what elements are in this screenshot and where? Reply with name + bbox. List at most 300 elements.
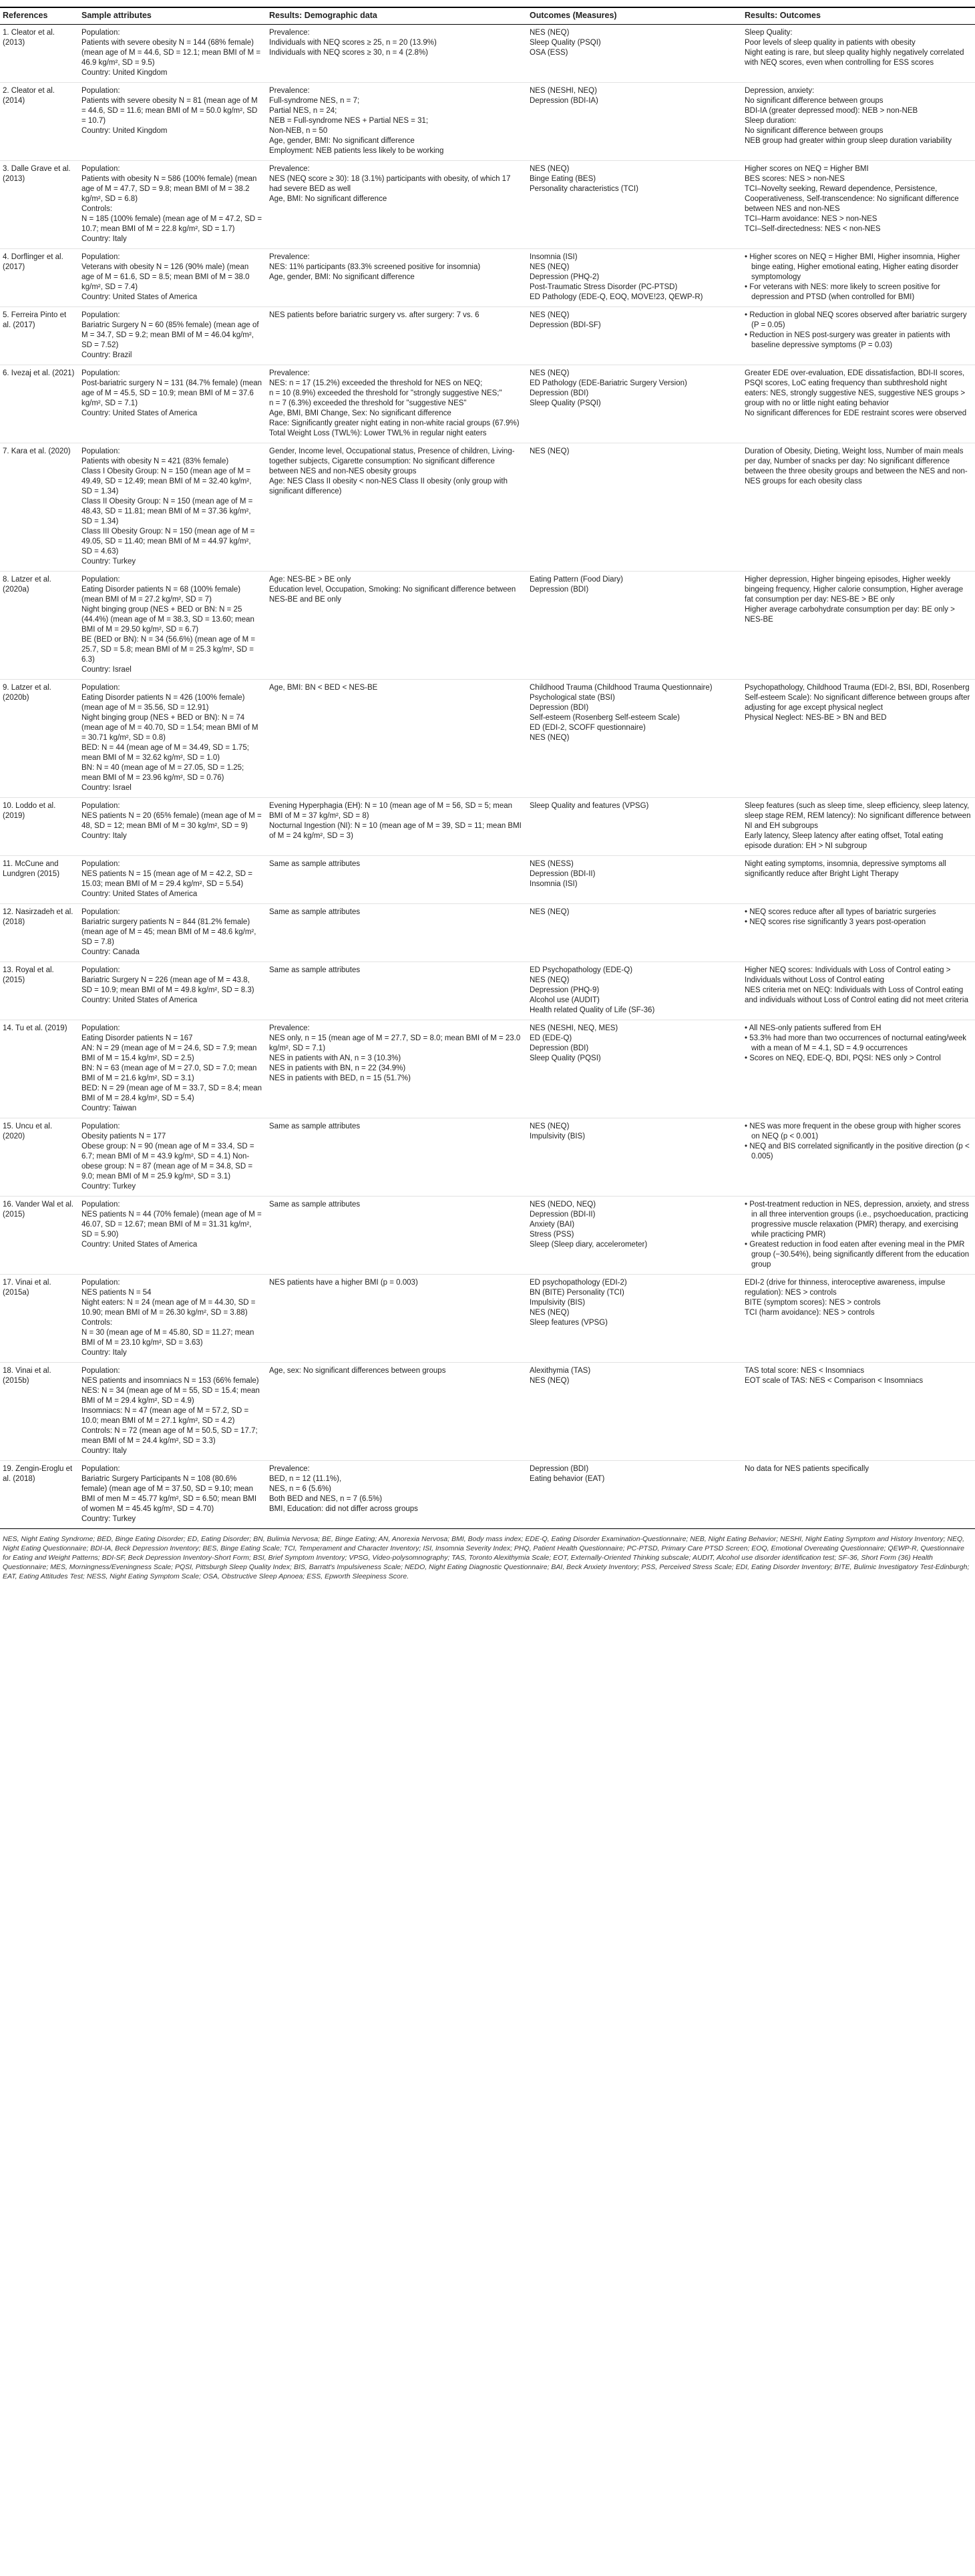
demographic-results-cell	[266, 798, 527, 856]
cell-line: NES: 11% participants (83.3% screened positive for insomnia)	[269, 263, 481, 271]
outcome-results-cell	[742, 1461, 975, 1529]
cell-line: TCI (harm avoidance): NES > controls	[745, 1309, 875, 1317]
cell-line: Patients with obesity N = 421 (83% female)	[81, 457, 229, 465]
cell-line: Anxiety (BAI)	[530, 1221, 575, 1229]
cell-line: Sleep Quality (PQSI)	[530, 1054, 601, 1062]
cell-line: n = 7 (6.3%) exceeded the threshold for "suggestive NES"	[269, 399, 467, 407]
cell-line: ED (EDE-Q)	[530, 1034, 572, 1042]
cell-line: Age, BMI, BMI Change, Sex: No significant difference	[269, 409, 451, 417]
demographic-results-cell	[266, 161, 527, 249]
sample-attributes-cell	[79, 307, 266, 365]
table-row	[0, 680, 975, 798]
cell-line: Psychopathology, Childhood Trauma (EDI-2, BSI, BDI, Rosenberg Self-esteem Scale): No significant difference between groups after adjusting for age except physical neglect	[745, 684, 970, 712]
cell-line: NES patients N = 20 (65% female) (mean age of M = 48, SD = 12; mean BMI of M = 30 kg/m², SD = 9)	[81, 812, 262, 830]
cell-line: Sleep Quality (PSQI)	[530, 39, 601, 47]
cell-line: Controls:	[81, 205, 113, 213]
cell-line: ED psychopathology (EDI-2)	[530, 1279, 627, 1287]
demographic-results-cell	[266, 962, 527, 1020]
sample-attributes-cell	[79, 83, 266, 161]
sample-attributes-cell	[79, 1461, 266, 1529]
table-row	[0, 365, 975, 443]
reference-cell: 13. Royal et al. (2015)	[0, 962, 79, 1020]
table-row	[0, 962, 975, 1020]
outcome-results-cell	[742, 443, 975, 572]
cell-line: Age, sex: No significant differences between groups	[269, 1367, 446, 1375]
sample-attributes-cell	[79, 249, 266, 307]
outcome-measures-cell	[527, 1118, 742, 1197]
sample-attributes-cell	[79, 904, 266, 962]
cell-line: TCI–Novelty seeking, Reward dependence, Persistence, Cooperativeness, Self-transcendence: No significant difference between NES and non-NES	[745, 185, 959, 213]
cell-line: Binge Eating (BES)	[530, 175, 596, 183]
outcome-measures-cell	[527, 443, 742, 572]
cell-line: Depression (BDI)	[530, 1465, 589, 1473]
demographic-results-cell	[266, 1197, 527, 1275]
cell-line: Age: NES-BE > BE only	[269, 576, 351, 584]
header-references: References	[0, 7, 79, 25]
cell-line: Individuals with NEQ scores ≥ 25, n = 20 (13.9%)	[269, 39, 437, 47]
cell-line: Population:	[81, 802, 120, 810]
demographic-results-cell	[266, 307, 527, 365]
demographic-results-cell	[266, 25, 527, 83]
cell-line: Night eaters: N = 24 (mean age of M = 44.30, SD = 10.90; mean BMI of M = 26.30 kg/m², SD = 3.88)	[81, 1299, 256, 1317]
cell-line: Same as sample attributes	[269, 1201, 361, 1209]
table-body	[0, 25, 975, 1529]
cell-line: NEB = Full-syndrome NES + Partial NES = 31;	[269, 117, 429, 125]
cell-line: TCI–Self-directedness: NES < non-NES	[745, 225, 881, 233]
outcome-measures-cell	[527, 83, 742, 161]
outcome-results-cell	[742, 83, 975, 161]
cell-line: NES (NEQ)	[530, 165, 570, 173]
cell-line: NES (NEQ)	[530, 1122, 570, 1130]
reference-cell: 10. Loddo et al. (2019)	[0, 798, 79, 856]
cell-line: Controls: N = 72 (mean age of M = 50.5, SD = 17.7; mean BMI of M = 24.4 kg/m², SD = 3.3)	[81, 1427, 258, 1445]
reference-cell: 12. Nasirzadeh et al. (2018)	[0, 904, 79, 962]
cell-line: Insomnia (ISI)	[530, 253, 578, 261]
cell-line: Population:	[81, 684, 120, 692]
cell-line: Prevalence:	[269, 29, 310, 37]
bullet-item: • Reduction in NES post-surgery was greater in patients with baseline depressive symptoms (P = 0.03)	[745, 331, 950, 349]
cell-line: n = 10 (8.9%) exceeded the threshold for "strongly suggestive NES;"	[269, 389, 502, 397]
outcome-measures-cell	[527, 365, 742, 443]
cell-line: NES (NEQ)	[530, 311, 570, 319]
header-outcome-measures: Outcomes (Measures)	[527, 7, 742, 25]
cell-line: BDI-IA (greater depressed mood): NEB > non-NEB	[745, 107, 918, 115]
cell-line: Both BED and NES, n = 7 (6.5%)	[269, 1495, 383, 1503]
cell-line: Sleep Quality (PSQI)	[530, 399, 601, 407]
cell-line: NES in patients with AN, n = 3 (10.3%)	[269, 1054, 401, 1062]
outcome-results-cell	[742, 572, 975, 680]
cell-line: Depression, anxiety:	[745, 87, 815, 95]
cell-line: BE (BED or BN): N = 34 (56.6%) (mean age of M = 25.7, SD = 5.8; mean BMI of M = 25.3 kg/m², SD = 6.3)	[81, 636, 256, 664]
cell-line: Depression (BDI)	[530, 1044, 589, 1052]
outcome-results-cell	[742, 680, 975, 798]
cell-line: Population:	[81, 576, 120, 584]
cell-line: Country: Italy	[81, 832, 127, 840]
reference-cell: 8. Latzer et al. (2020a)	[0, 572, 79, 680]
reference-cell: 1. Cleator et al. (2013)	[0, 25, 79, 83]
cell-line: Bariatric Surgery N = 60 (85% female) (mean age of M = 34.7, SD = 9.2; mean BMI of M = 46.04 kg/m², SD = 7.52)	[81, 321, 259, 349]
cell-line: No data for NES patients specifically	[745, 1465, 869, 1473]
cell-line: Sleep features (VPSG)	[530, 1319, 608, 1327]
cell-line: Eating Disorder patients N = 68 (100% female) (mean BMI of M = 27.2 kg/m², SD = 7)	[81, 586, 241, 604]
outcome-measures-cell	[527, 25, 742, 83]
cell-line: Country: Turkey	[81, 558, 136, 566]
cell-line: TCI–Harm avoidance: NES > non-NES	[745, 215, 878, 223]
cell-line: Class III Obesity Group: N = 150 (mean age of M = 49.05, SD = 11.40; mean BMI of M = 44.97 kg/m², SD = 4.63)	[81, 527, 255, 556]
outcome-measures-cell	[527, 856, 742, 904]
outcome-measures-cell	[527, 1197, 742, 1275]
cell-line: Eating behavior (EAT)	[530, 1475, 605, 1483]
demographic-results-cell	[266, 680, 527, 798]
cell-line: Post-Traumatic Stress Disorder (PC-PTSD)	[530, 283, 678, 291]
cell-line: NES in patients with BN, n = 22 (34.9%)	[269, 1064, 406, 1072]
sample-attributes-cell	[79, 856, 266, 904]
cell-line: Bariatric Surgery N = 226 (mean age of M = 43.8, SD = 10.9; mean BMI of M = 49.8 kg/m², SD = 8.3)	[81, 976, 254, 994]
bullet-item: • Reduction in global NEQ scores observed after bariatric surgery (P = 0.05)	[745, 311, 967, 329]
outcome-measures-cell	[527, 161, 742, 249]
cell-line: NES (NEQ)	[530, 908, 570, 916]
cell-line: No significant differences for EDE restraint scores were observed	[745, 409, 967, 417]
cell-line: Depression (BDI)	[530, 586, 589, 594]
bullet-item: • NEQ scores rise significantly 3 years post-operation	[745, 918, 926, 926]
cell-line: Childhood Trauma (Childhood Trauma Questionnaire)	[530, 684, 713, 692]
cell-line: Health related Quality of Life (SF-36)	[530, 1006, 655, 1014]
cell-line: Night binging group (NES + BED or BN): N = 74	[81, 714, 245, 722]
cell-line: Nocturnal Ingestion (NI): N = 10 (mean age of M = 39, SD = 11; mean BMI of M = 24 kg/m², SD = 3)	[269, 822, 522, 840]
cell-line: Population:	[81, 966, 120, 974]
cell-line: Impulsivity (BIS)	[530, 1299, 586, 1307]
reference-cell: 18. Vinai et al. (2015b)	[0, 1363, 79, 1461]
table-row	[0, 1118, 975, 1197]
sample-attributes-cell	[79, 962, 266, 1020]
cell-line: Sleep duration:	[745, 117, 797, 125]
cell-line: Country: United States of America	[81, 996, 198, 1004]
cell-line: Total Weight Loss (TWL%): Lower TWL% in regular night eaters	[269, 429, 487, 437]
cell-line: NES (NEQ)	[530, 1377, 570, 1385]
outcome-measures-cell	[527, 307, 742, 365]
outcome-measures-cell	[527, 1020, 742, 1118]
outcome-results-cell	[742, 1020, 975, 1118]
cell-line: NES patients and insomniacs N = 153 (66% female) NES: N = 34 (mean age of M = 55, SD = 15.4; mean BMI of M = 29.4 kg/m², SD = 4.9)	[81, 1377, 260, 1405]
cell-line: Insomnia (ISI)	[530, 880, 578, 888]
cell-line: BN: N = 40 (mean age of M = 27.05, SD = 1.25; mean BMI of M = 23.96 kg/m², SD = 0.76)	[81, 764, 244, 782]
outcome-measures-cell	[527, 1363, 742, 1461]
outcome-measures-cell	[527, 904, 742, 962]
bullet-item: • Scores on NEQ, EDE-Q, BDI, PQSI: NES only > Control	[745, 1054, 941, 1062]
cell-line: (mean age of M = 40.70, SD = 1.54; mean BMI of M = 30.71 kg/m², SD = 0.8)	[81, 724, 258, 742]
cell-line: Population:	[81, 1367, 120, 1375]
reference-cell: 15. Uncu et al. (2020)	[0, 1118, 79, 1197]
sample-attributes-cell	[79, 1275, 266, 1363]
cell-line: NES patients have a higher BMI (p = 0.003)	[269, 1279, 418, 1287]
demographic-results-cell	[266, 1275, 527, 1363]
cell-line: EOT scale of TAS: NES < Comparison < Insomniacs	[745, 1377, 924, 1385]
table-row	[0, 83, 975, 161]
outcome-measures-cell	[527, 572, 742, 680]
cell-line: AN: N = 29 (mean age of M = 24.6, SD = 7.9; mean BMI of M = 15.4 kg/m², SD = 2.5)	[81, 1044, 257, 1062]
table-row	[0, 856, 975, 904]
cell-line: Higher depression, Higher bingeing episodes, Higher weekly bingeing frequency, Higher calorie consumption, Higher average fat consumption per day: NES-BE > BE only	[745, 576, 964, 604]
cell-line: Country: Israel	[81, 666, 132, 674]
reference-cell: 5. Ferreira Pinto et al. (2017)	[0, 307, 79, 365]
header-row	[0, 7, 975, 25]
bullet-item: • Higher scores on NEQ = Higher BMI, Higher insomnia, Higher binge eating, Higher emotional eating, Higher eating disorder symptomology	[745, 253, 960, 281]
cell-line: Physical Neglect: NES-BE > BN and BED	[745, 714, 887, 722]
outcome-results-cell	[742, 1275, 975, 1363]
cell-line: NES, n = 6 (5.6%)	[269, 1485, 331, 1493]
cell-line: NES in patients with BED, n = 15 (51.7%)	[269, 1074, 411, 1082]
outcome-results-cell	[742, 365, 975, 443]
cell-line: Eating Pattern (Food Diary)	[530, 576, 623, 584]
cell-line: Higher scores on NEQ = Higher BMI	[745, 165, 869, 173]
cell-line: Veterans with obesity N = 126 (90% male) (mean age of M = 61.6, SD = 8.5; mean BMI of M = 38.0 kg/m², SD = 7.4)	[81, 263, 250, 291]
cell-line: Alcohol use (AUDIT)	[530, 996, 600, 1004]
demographic-results-cell	[266, 1461, 527, 1529]
cell-line: Sleep (Sleep diary, accelerometer)	[530, 1241, 648, 1249]
cell-line: Gender, Income level, Occupational status, Presence of children, Living-together subjects, Cigarette consumption: No significant difference between NES and non-NES obesity groups	[269, 447, 515, 475]
demographic-results-cell	[266, 83, 527, 161]
cell-line: Depression (PHQ-9)	[530, 986, 600, 994]
demographic-results-cell	[266, 904, 527, 962]
cell-line: N = 185 (100% female) (mean age of M = 47.2, SD = 10.7; mean BMI of M = 22.8 kg/m², SD = 1.7)	[81, 215, 262, 233]
cell-line: Class II Obesity Group: N = 150 (mean age of M = 48.43, SD = 11.81; mean BMI of M = 37.36 kg/m², SD = 1.34)	[81, 497, 253, 525]
cell-line: BED, n = 12 (11.1%),	[269, 1475, 342, 1483]
cell-line: Greater EDE over-evaluation, EDE dissatisfaction, BDI-II scores, PSQI scores, LoC eating frequency than subthreshold night eaters: NES, strongly suggestive NES, suggestive NES groups > group with no or little night eating behavior	[745, 369, 966, 407]
table-row	[0, 1275, 975, 1363]
cell-line: NES (NEQ)	[530, 976, 570, 984]
demographic-results-cell	[266, 443, 527, 572]
cell-line: Same as sample attributes	[269, 966, 361, 974]
reference-cell: 11. McCune and Lundgren (2015)	[0, 856, 79, 904]
cell-line: Depression (PHQ-2)	[530, 273, 600, 281]
sample-attributes-cell	[79, 365, 266, 443]
demographic-results-cell	[266, 249, 527, 307]
cell-line: Full-syndrome NES, n = 7;	[269, 97, 360, 105]
cell-line: Employment: NEB patients less likely to be working	[269, 147, 444, 155]
cell-line: Race: Significantly greater night eating in non-white racial groups (67.9%)	[269, 419, 520, 427]
reference-cell: 9. Latzer et al. (2020b)	[0, 680, 79, 798]
cell-line: BED: N = 44 (mean age of M = 34.49, SD = 1.75; mean BMI of M = 32.62 kg/m², SD = 1.0)	[81, 744, 249, 762]
outcome-results-cell	[742, 904, 975, 962]
reference-cell: 6. Ivezaj et al. (2021)	[0, 365, 79, 443]
table-row	[0, 1197, 975, 1275]
outcome-results-cell	[742, 856, 975, 904]
studies-table	[0, 7, 975, 1529]
cell-line: N = 30 (mean age of M = 45.80, SD = 11.27; mean BMI of M = 23.10 kg/m², SD = 3.63)	[81, 1329, 254, 1347]
cell-line: NES (NEQ score ≥ 30): 18 (3.1%) participants with obesity, of which 17 had severe BED as well	[269, 175, 511, 193]
cell-line: Bariatric surgery patients N = 844 (81.2% female) (mean age of M = 45; mean BMI of M = 48.6 kg/m², SD = 7.8)	[81, 918, 256, 946]
cell-line: Eating Disorder patients N = 426 (100% female) (mean age of M = 35.56, SD = 12.91)	[81, 694, 245, 712]
cell-line: Country: Turkey	[81, 1183, 136, 1191]
cell-line: Early latency, Sleep latency after eating offset, Total eating episode duration: EH > NI subgroup	[745, 832, 944, 850]
cell-line: Bariatric Surgery Participants N = 108 (80.6% female) (mean age of M = 37.50, SD = 9.10; mean BMI of men M = 45.77 kg/m², SD = 6.50; mean BMI of women M = 45.45 kg/m², SD = 4.70)	[81, 1475, 257, 1513]
cell-line: Patients with obesity N = 586 (100% female) (mean age of M = 47.7, SD = 9.8; mean BMI of M = 38.2 kg/m², SD = 6.8)	[81, 175, 257, 203]
cell-line: Age, BMI: No significant difference	[269, 195, 387, 203]
cell-line: NES patients N = 44 (70% female) (mean age of M = 46.07, SD = 12.67; mean BMI of M = 31.31 kg/m², SD = 5.90)	[81, 1211, 262, 1239]
cell-line: Partial NES, n = 24;	[269, 107, 337, 115]
cell-line: Sleep features (such as sleep time, sleep efficiency, sleep latency, sleep stage REM, REM latency): No significant difference between NI and EH subgroups	[745, 802, 971, 830]
bullet-item: • 53.3% had more than two occurrences of nocturnal eating/week with a mean of M = 4.1, SD = 4.9 occurrences	[745, 1034, 966, 1052]
cell-line: Country: Italy	[81, 235, 127, 243]
cell-line: Age: NES Class II obesity < non-NES Class II obesity (only group with significant difference)	[269, 477, 508, 495]
demographic-results-cell	[266, 856, 527, 904]
cell-line: Population:	[81, 860, 120, 868]
cell-line: Age, gender, BMI: No significant difference	[269, 137, 415, 145]
cell-line: Age, gender, BMI: No significant difference	[269, 273, 415, 281]
outcome-results-cell	[742, 249, 975, 307]
cell-line: Sleep Quality and features (VPSG)	[530, 802, 649, 810]
sample-attributes-cell	[79, 1020, 266, 1118]
cell-line: Sleep Quality:	[745, 29, 793, 37]
cell-line: Obese group: N = 90 (mean age of M = 33.4, SD = 6.7; mean BMI of M = 43.9 kg/m², SD = 4.1) Non-obese group: N = 87 (mean age of M = 34.8, SD = 9.0; mean BMI of M = 25.9 kg/m², SD = 3.1)	[81, 1142, 254, 1180]
cell-line: NES (NEQ)	[530, 734, 570, 742]
cell-line: Country: Israel	[81, 784, 132, 792]
reference-cell: 4. Dorflinger et al. (2017)	[0, 249, 79, 307]
cell-line: Population:	[81, 908, 120, 916]
cell-line: Poor levels of sleep quality in patients with obesity	[745, 39, 916, 47]
cell-line: Country: United States of America	[81, 409, 198, 417]
cell-line: NES: n = 17 (15.2%) exceeded the threshold for NES on NEQ;	[269, 379, 483, 387]
cell-line: Prevalence:	[269, 1024, 310, 1032]
cell-line: Depression (BDI-SF)	[530, 321, 601, 329]
header-sample-attributes: Sample attributes	[79, 7, 266, 25]
cell-line: ED Psychopathology (EDE-Q)	[530, 966, 633, 974]
bullet-item: • NES was more frequent in the obese group with higher scores on NEQ (p < 0.001)	[745, 1122, 961, 1140]
cell-line: No significant difference between groups	[745, 127, 884, 135]
cell-line: Education level, Occupation, Smoking: No significant difference between NES-BE and BE only	[269, 586, 516, 604]
outcome-measures-cell	[527, 1461, 742, 1529]
cell-line: NEB group had greater within group sleep duration variability	[745, 137, 952, 145]
cell-line: No significant difference between groups	[745, 97, 884, 105]
cell-line: NES (NEQ)	[530, 447, 570, 455]
bullet-item: • For veterans with NES: more likely to screen positive for depression and PTSD (when controlled for BMI)	[745, 283, 940, 301]
cell-line: NES patients before bariatric surgery vs. after surgery: 7 vs. 6	[269, 311, 479, 319]
table-row	[0, 443, 975, 572]
table-row	[0, 25, 975, 83]
cell-line: Country: United Kingdom	[81, 127, 168, 135]
bullet-item: • Post-treatment reduction in NES, depression, anxiety, and stress in all three intervention groups (i.e., psychoeducation, practicing progressive muscle relaxation (PMR) therapy, and exercising while practicing PMR)	[745, 1201, 970, 1239]
cell-line: Same as sample attributes	[269, 1122, 361, 1130]
cell-line: Depression (BDI)	[530, 704, 589, 712]
sample-attributes-cell	[79, 680, 266, 798]
cell-line: Alexithymia (TAS)	[530, 1367, 591, 1375]
cell-line: NES (NEQ)	[530, 263, 570, 271]
bullet-item: • NEQ scores reduce after all types of bariatric surgeries	[745, 908, 936, 916]
demographic-results-cell	[266, 1118, 527, 1197]
cell-line: ED Pathology (EDE-Q, EOQ, MOVE!23, QEWP-R)	[530, 293, 703, 301]
cell-line: NES (NEQ)	[530, 29, 570, 37]
cell-line: Evening Hyperphagia (EH): N = 10 (mean age of M = 56, SD = 5; mean BMI of M = 37 kg/m², SD = 8)	[269, 802, 513, 820]
cell-line: Higher average carbohydrate consumption per day: BE only > NES-BE	[745, 606, 955, 624]
table-row	[0, 161, 975, 249]
cell-line: OSA (ESS)	[530, 49, 568, 57]
table-row	[0, 1461, 975, 1529]
sample-attributes-cell	[79, 25, 266, 83]
cell-line: TAS total score: NES < Insomniacs	[745, 1367, 865, 1375]
cell-line: Depression (BDI-II)	[530, 870, 596, 878]
cell-line: NES (NEQ)	[530, 1309, 570, 1317]
sample-attributes-cell	[79, 1197, 266, 1275]
bullet-item: • All NES-only patients suffered from EH	[745, 1024, 882, 1032]
cell-line: Population:	[81, 369, 120, 377]
cell-line: Prevalence:	[269, 253, 310, 261]
outcome-measures-cell	[527, 1275, 742, 1363]
cell-line: Country: Turkey	[81, 1515, 136, 1523]
cell-line: EDI-2 (drive for thinness, interoceptive awareness, impulse regulation): NES > controls	[745, 1279, 946, 1297]
cell-line: Non-NEB, n = 50	[269, 127, 328, 135]
cell-line: Age, BMI: BN < BED < NES-BE	[269, 684, 378, 692]
outcome-results-cell	[742, 1197, 975, 1275]
cell-line: Population:	[81, 1024, 120, 1032]
cell-line: Controls:	[81, 1319, 113, 1327]
table-row	[0, 307, 975, 365]
sample-attributes-cell	[79, 1118, 266, 1197]
cell-line: Population:	[81, 311, 120, 319]
cell-line: Country: Italy	[81, 1349, 127, 1357]
cell-line: BN (BITE) Personality (TCI)	[530, 1289, 624, 1297]
cell-line: Personality characteristics (TCI)	[530, 185, 638, 193]
cell-line: ED Pathology (EDE-Bariatric Surgery Version)	[530, 379, 687, 387]
sample-attributes-cell	[79, 443, 266, 572]
cell-line: Post-bariatric surgery N = 131 (84.7% female) (mean age of M = 45.5, SD = 10.9; mean BMI of M = 37.6 kg/m², SD = 7.1)	[81, 379, 262, 407]
cell-line: NES (NESHI, NEQ)	[530, 87, 597, 95]
outcome-measures-cell	[527, 680, 742, 798]
cell-line: Population:	[81, 447, 120, 455]
cell-line: Country: United States of America	[81, 1241, 198, 1249]
cell-line: Patients with severe obesity N = 81 (mean age of M = 44.6, SD = 11.6; mean BMI of M = 50.0 kg/m², SD = 10.7)	[81, 97, 258, 125]
cell-line: Country: Taiwan	[81, 1104, 137, 1112]
cell-line: NES (NEDO, NEQ)	[530, 1201, 596, 1209]
table-header	[0, 7, 975, 25]
outcome-results-cell	[742, 25, 975, 83]
cell-line: Depression (BDI-IA)	[530, 97, 598, 105]
cell-line: Country: United Kingdom	[81, 69, 168, 77]
reference-cell: 14. Tu et al. (2019)	[0, 1020, 79, 1118]
cell-line: BMI, Education: did not differ across groups	[269, 1505, 418, 1513]
cell-line: BN: N = 63 (mean age of M = 27.0, SD = 7.0; mean BMI of M = 21.6 kg/m², SD = 3.1)	[81, 1064, 257, 1082]
bullet-item: • NEQ and BIS correlated significantly in the positive direction (p < 0.005)	[745, 1142, 970, 1160]
cell-line: Population:	[81, 87, 120, 95]
outcome-measures-cell	[527, 962, 742, 1020]
cell-line: Country: United States of America	[81, 890, 198, 898]
reference-cell: 3. Dalle Grave et al. (2013)	[0, 161, 79, 249]
cell-line: Population:	[81, 29, 120, 37]
cell-line: Prevalence:	[269, 369, 310, 377]
cell-line: Night eating symptoms, insomnia, depressive symptoms all significantly reduce after Bright Light Therapy	[745, 860, 946, 878]
outcome-results-cell	[742, 962, 975, 1020]
reference-cell: 17. Vinai et al. (2015a)	[0, 1275, 79, 1363]
cell-line: Population:	[81, 1122, 120, 1130]
cell-line: BED: N = 29 (mean age of M = 33.7, SD = 8.4; mean BMI of M = 28.4 kg/m², SD = 5.4)	[81, 1084, 262, 1102]
demographic-results-cell	[266, 1020, 527, 1118]
table-row	[0, 904, 975, 962]
cell-line: NES criteria met on NEQ: Individuals with Loss of Control eating and individuals without Loss of Control eating did not meet criteria	[745, 986, 968, 1004]
table-row	[0, 572, 975, 680]
demographic-results-cell	[266, 1363, 527, 1461]
cell-line: Population:	[81, 1279, 120, 1287]
cell-line: ED (EDI-2, SCOFF questionnaire)	[530, 724, 646, 732]
cell-line: Higher NEQ scores: Individuals with Loss of Control eating > Individuals without Loss of Control eating	[745, 966, 951, 984]
sample-attributes-cell	[79, 572, 266, 680]
sample-attributes-cell	[79, 1363, 266, 1461]
cell-line: NES (NESHI, NEQ, MES)	[530, 1024, 618, 1032]
outcome-results-cell	[742, 798, 975, 856]
cell-line: Depression (BDI-II)	[530, 1211, 596, 1219]
cell-line: NES (NESS)	[530, 860, 574, 868]
sample-attributes-cell	[79, 798, 266, 856]
cell-line: Patients with severe obesity N = 144 (68% female) (mean age of M = 44.6, SD = 12.1; mean BMI of M = 46.9 kg/m², SD = 9.5)	[81, 39, 261, 67]
cell-line: BES scores: NES > non-NES	[745, 175, 845, 183]
